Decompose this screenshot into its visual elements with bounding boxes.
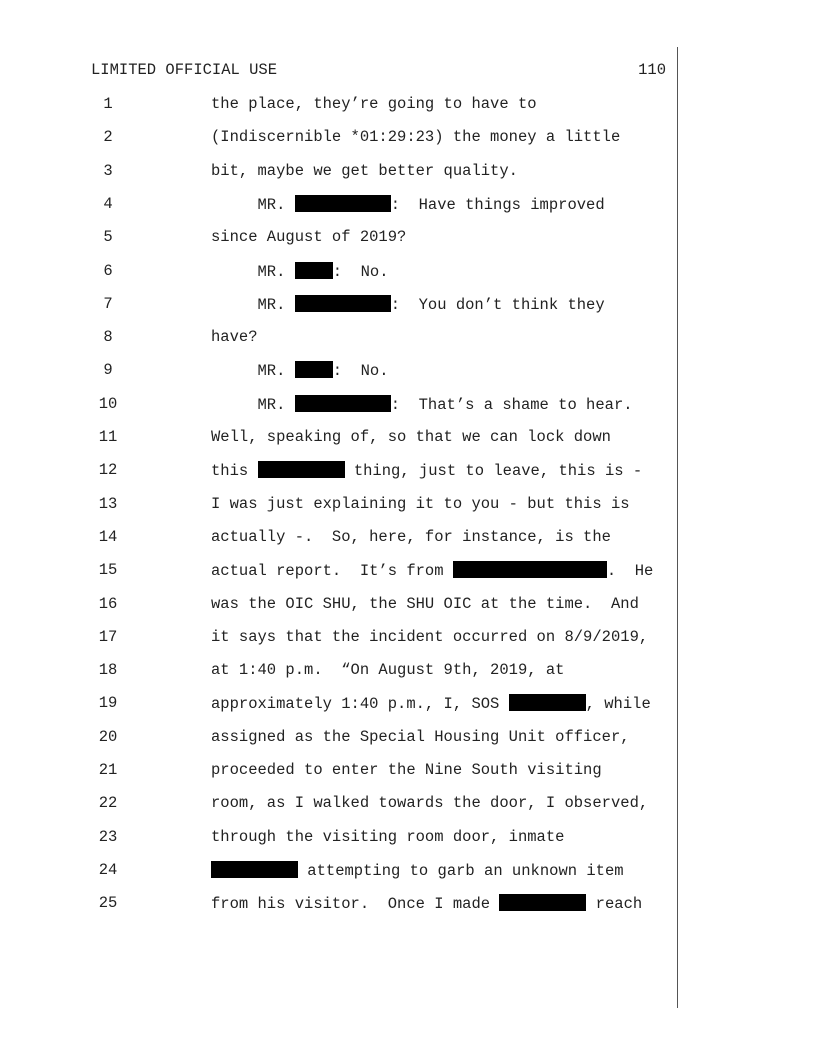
transcript-line: [211, 461, 642, 480]
transcript-line: [211, 128, 620, 146]
line-number: 8: [103, 328, 113, 346]
line-number: 1: [103, 95, 113, 113]
line-text: proceeded to enter the Nine South visiting: [211, 761, 602, 779]
transcript-line: [211, 395, 633, 414]
transcript-line: [211, 328, 258, 346]
transcript-line: [211, 861, 624, 880]
line-text: : No.: [332, 263, 389, 281]
transcript-line: [211, 828, 564, 846]
transcript-line: [211, 628, 648, 646]
transcript-line: [211, 728, 630, 746]
line-text: MR.: [211, 362, 295, 380]
redaction-block: [295, 361, 333, 378]
line-text: have?: [211, 328, 258, 346]
line-number: 14: [98, 528, 118, 546]
line-text: I was just explaining it to you - but this is: [211, 495, 630, 513]
transcript-line: [211, 162, 518, 180]
line-number: 4: [103, 195, 113, 213]
line-text: this: [211, 462, 258, 480]
redaction-block: [295, 395, 391, 412]
line-number: 3: [103, 162, 113, 180]
transcript-line: [211, 428, 611, 446]
redaction-block: [499, 894, 586, 911]
line-number: 6: [103, 262, 113, 280]
line-text: attempting to garb an unknown item: [298, 862, 624, 880]
line-number: 22: [98, 794, 118, 812]
line-number: 5: [103, 228, 113, 246]
transcript-line: [211, 295, 605, 314]
line-text: assigned as the Special Housing Unit officer,: [211, 728, 630, 746]
line-text: actually -. So, here, for instance, is the: [211, 528, 611, 546]
line-number: 9: [103, 361, 113, 379]
line-number: 21: [98, 761, 118, 779]
line-number: 2: [103, 128, 113, 146]
line-text: from his visitor. Once I made: [211, 895, 500, 913]
transcript-line: [211, 561, 653, 580]
line-number: 12: [98, 461, 118, 479]
line-text: : Have things improved: [390, 196, 605, 214]
line-text: MR.: [211, 396, 295, 414]
transcript-line: [211, 195, 605, 214]
line-text: since August of 2019?: [211, 228, 407, 246]
line-text: (Indiscernible *01:29:23) the money a little: [211, 128, 621, 146]
transcript-line: [211, 595, 639, 613]
right-margin-rule: [677, 47, 678, 1008]
redaction-block: [295, 295, 391, 312]
line-number: 13: [98, 495, 118, 513]
line-text: room, as I walked towards the door, I observed,: [211, 794, 649, 812]
line-text: Well, speaking of, so that we can lock down: [211, 428, 611, 446]
line-number: 16: [98, 595, 118, 613]
line-text: the place, they’re going to have to: [211, 95, 537, 113]
transcript-line: [211, 262, 389, 281]
page-number: 110: [638, 61, 666, 79]
line-number: 18: [98, 661, 118, 679]
line-number: 11: [98, 428, 118, 446]
line-text: approximately 1:40 p.m., I, SOS: [211, 695, 509, 713]
transcript-line: [211, 794, 648, 812]
redaction-block: [509, 694, 586, 711]
line-number: 15: [98, 561, 118, 579]
line-text: it says that the incident occurred on 8/9/2019,: [211, 628, 649, 646]
line-text: bit, maybe we get better quality.: [211, 162, 518, 180]
line-number: 24: [98, 861, 118, 879]
line-text: actual report. It’s from: [211, 562, 453, 580]
transcript-line: [211, 694, 651, 713]
transcript-line: [211, 894, 642, 913]
redaction-block: [295, 195, 391, 212]
transcript-line: [211, 528, 611, 546]
line-text: , while: [585, 695, 651, 713]
line-text: through the visiting room door, inmate: [211, 828, 565, 846]
redaction-block: [295, 262, 333, 279]
line-text: was the OIC SHU, the SHU OIC at the time. And: [211, 595, 639, 613]
header-classification: LIMITED OFFICIAL USE: [91, 61, 278, 79]
line-text: MR.: [211, 196, 295, 214]
transcript-line: [211, 495, 630, 513]
transcript-line: [211, 95, 537, 113]
redaction-block: [258, 461, 345, 478]
line-text: thing, just to leave, this is -: [344, 462, 643, 480]
line-number: 23: [98, 828, 118, 846]
line-text: MR.: [211, 263, 295, 281]
line-number: 7: [103, 295, 113, 313]
line-number: 19: [98, 694, 118, 712]
transcript-line: [211, 361, 389, 380]
line-text: : No.: [332, 362, 389, 380]
line-text: : You don’t think they: [390, 296, 605, 314]
line-number: 10: [98, 395, 118, 413]
line-number: 20: [98, 728, 118, 746]
line-text: MR.: [211, 296, 295, 314]
line-number: 17: [98, 628, 118, 646]
redaction-block: [453, 561, 607, 578]
line-text: reach: [586, 895, 643, 913]
transcript-line: [211, 661, 564, 679]
transcript-line: [211, 228, 406, 246]
redaction-block: [211, 861, 298, 878]
line-number: 25: [98, 894, 118, 912]
line-text: at 1:40 p.m. “On August 9th, 2019, at: [211, 661, 565, 679]
line-text: . He: [606, 562, 654, 580]
line-text: : That’s a shame to hear.: [390, 396, 633, 414]
transcript-line: [211, 761, 602, 779]
